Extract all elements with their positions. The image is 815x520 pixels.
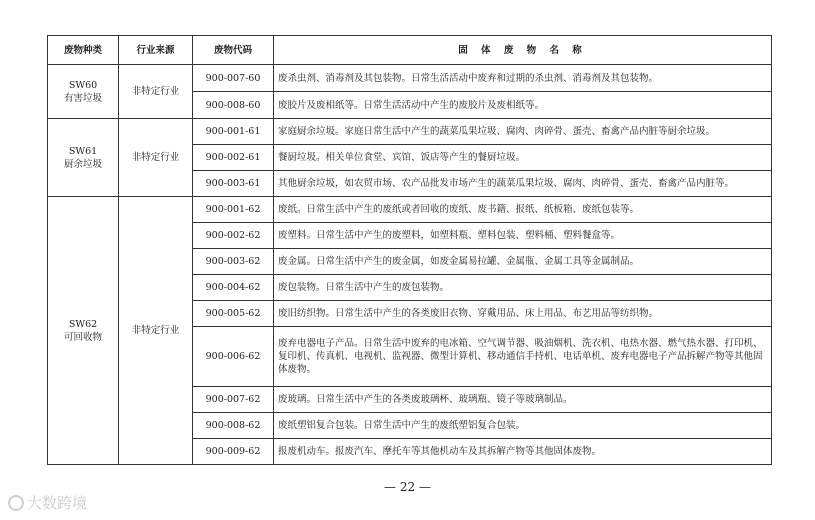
waste-description: 废纸塑铝复合包装。日常生活中产生的废纸塑铝复合包装。 bbox=[274, 413, 772, 439]
category-label: 厨余垃圾 bbox=[63, 158, 102, 170]
category-cell bbox=[48, 197, 119, 465]
waste-table bbox=[47, 35, 772, 465]
category-code: SW62 bbox=[68, 318, 98, 330]
table-row bbox=[48, 119, 772, 145]
waste-code: 900-007-60 bbox=[193, 65, 274, 92]
waste-code: 900-008-62 bbox=[193, 413, 274, 439]
header-code: 废物代码 bbox=[193, 36, 274, 65]
category-code: SW60 bbox=[68, 79, 98, 91]
waste-code: 900-005-62 bbox=[193, 301, 274, 327]
waste-code: 900-004-62 bbox=[193, 275, 274, 301]
waste-description: 废旧纺织物。日常生活中产生的各类废旧衣物、穿戴用品、床上用品、布艺用品等纺织物。 bbox=[274, 301, 772, 327]
waste-code: 900-002-61 bbox=[193, 145, 274, 171]
watermark-logo-icon bbox=[8, 495, 24, 511]
waste-description: 家庭厨余垃圾。家庭日常生活中产生的蔬菜瓜果垃圾、腐肉、肉碎骨、蛋壳、畜禽产品内脏等厨余垃圾。 bbox=[274, 119, 772, 145]
header-category: 废物种类 bbox=[48, 36, 119, 65]
watermark-text: 大数跨境 bbox=[27, 494, 88, 512]
waste-description: 废包装物。日常生活中产生的废包装物。 bbox=[274, 275, 772, 301]
source-cell: 非特定行业 bbox=[119, 119, 193, 197]
category-label: 可回收物 bbox=[63, 331, 102, 343]
waste-description: 废胶片及废相纸等。日常生活活动中产生的废胶片及废相纸等。 bbox=[274, 92, 772, 119]
page-number: — 22 — bbox=[384, 480, 431, 494]
waste-code: 900-003-61 bbox=[193, 171, 274, 197]
waste-description: 废弃电器电子产品。日常生活中废弃的电冰箱、空气调节器、吸油烟机、洗衣机、电热水器、燃气热水器、打印机、复印机、传真机、电视机、监视器、微型计算机、移动通信手持机、电话单机、废弃电器电子产品拆解产物等其他固体废物。 bbox=[274, 327, 772, 387]
category-label: 有害垃圾 bbox=[63, 92, 102, 104]
waste-code: 900-003-62 bbox=[193, 249, 274, 275]
waste-description: 餐厨垃圾。相关单位食堂、宾馆、饭店等产生的餐厨垃圾。 bbox=[274, 145, 772, 171]
waste-description: 报废机动车。报废汽车、摩托车等其他机动车及其拆解产物等其他固体废物。 bbox=[274, 439, 772, 465]
header-source: 行业来源 bbox=[119, 36, 193, 65]
table-header-row bbox=[48, 36, 772, 65]
waste-description: 废杀虫剂、消毒剂及其包装物。日常生活活动中废弃和过期的杀虫剂、消毒剂及其包装物。 bbox=[274, 65, 772, 92]
watermark bbox=[8, 492, 87, 513]
waste-description: 废纸。日常生活中产生的废纸或者回收的废纸、废书籍、报纸、纸板箱、废纸包装等。 bbox=[274, 197, 772, 223]
category-cell bbox=[48, 65, 119, 119]
waste-description: 废金属。日常生活中产生的废金属，如废金属易拉罐、金属瓶、金属工具等金属制品。 bbox=[274, 249, 772, 275]
header-waste-name: 固 体 废 物 名 称 bbox=[274, 36, 772, 65]
category-cell bbox=[48, 119, 119, 197]
waste-description: 其他厨余垃圾，如农贸市场、农产品批发市场产生的蔬菜瓜果垃圾、腐肉、肉碎骨、蛋壳、畜禽产品内脏等。 bbox=[274, 171, 772, 197]
waste-code: 900-006-62 bbox=[193, 327, 274, 387]
waste-code: 900-009-62 bbox=[193, 439, 274, 465]
source-cell: 非特定行业 bbox=[119, 65, 193, 119]
table-row bbox=[48, 197, 772, 223]
waste-code: 900-008-60 bbox=[193, 92, 274, 119]
waste-description: 废玻璃。日常生活中产生的各类废玻璃杯、玻璃瓶、镜子等玻璃制品。 bbox=[274, 387, 772, 413]
waste-code: 900-001-62 bbox=[193, 197, 274, 223]
waste-code: 900-001-61 bbox=[193, 119, 274, 145]
waste-code: 900-007-62 bbox=[193, 387, 274, 413]
waste-description: 废塑料。日常生活中产生的废塑料，如塑料瓶、塑料包装、塑料桶、塑料餐盒等。 bbox=[274, 223, 772, 249]
waste-code: 900-002-62 bbox=[193, 223, 274, 249]
category-code: SW61 bbox=[68, 145, 98, 157]
table-row bbox=[48, 65, 772, 92]
source-cell: 非特定行业 bbox=[119, 197, 193, 465]
